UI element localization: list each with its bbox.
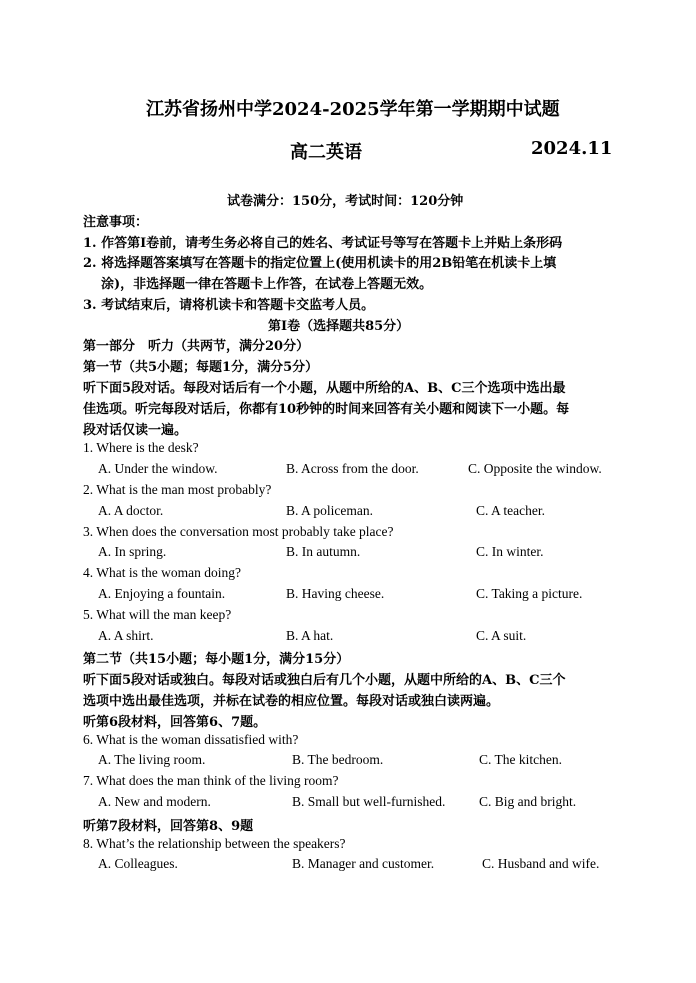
section-heading: 第一节（共5小题；每题1分，满分5分） <box>83 360 319 375</box>
option-a: A. In spring. <box>98 544 167 559</box>
option-c: C. Husband and wife. <box>482 856 600 871</box>
option-b: B. Manager and customer. <box>292 856 435 871</box>
question-stem: 2. What is the man most probably? <box>83 482 272 497</box>
option-b: B. Having cheese. <box>286 586 385 601</box>
notice-item: 2. 将选择题答案填写在答题卡的指定位置上(使用机读卡的用2B铅笔在机读卡上填 <box>83 256 557 271</box>
exam-title: 江苏省扬州中学2024-2025学年第一学期期中试题 <box>146 99 560 120</box>
question-stem: 5. What will the man keep? <box>83 607 232 622</box>
question-stem: 4. What is the woman doing? <box>83 565 241 580</box>
option-a: A. A shirt. <box>98 628 154 643</box>
option-c: C. Taking a picture. <box>476 586 583 601</box>
option-a: A. Colleagues. <box>98 856 178 871</box>
option-a: A. Under the window. <box>98 461 218 476</box>
section-instructions: 听下面5段对话或独白。每段对话或独白后有几个小题，从题中所给的A、B、C三个 <box>83 673 566 688</box>
question-stem: 8. What’s the relationship between the speakers? <box>83 836 346 851</box>
option-c: C. The kitchen. <box>479 752 562 767</box>
notice-heading: 注意事项： <box>83 215 149 230</box>
section-instructions: 段对话仅读一遍。 <box>83 423 188 438</box>
option-b: B. Across from the door. <box>286 461 419 476</box>
question-stem: 3. When does the conversation most probably take place? <box>83 524 394 539</box>
exam-date: 2024.11 <box>531 138 613 159</box>
option-a: A. Enjoying a fountain. <box>98 586 226 601</box>
option-c: C. A suit. <box>476 628 527 643</box>
section-instructions: 听下面5段对话。每段对话后有一个小题，从题中所给的A、B、C三个选项中选出最 <box>83 381 566 396</box>
option-c: C. Big and bright. <box>479 794 577 809</box>
option-b: B. The bedroom. <box>292 752 384 767</box>
notice-item: 涂)，非选择题一律在答题卡上作答，在试卷上答题无效。 <box>101 277 433 292</box>
section-instructions: 佳选项。听完每段对话后，你都有10秒钟的时间来回答有关小题和阅读下一小题。每 <box>83 402 570 417</box>
notice-item: 1. 作答第Ⅰ卷前，请考生务必将自己的姓名、考试证号等写在答题卡上并贴上条形码 <box>83 236 563 251</box>
option-c: C. A teacher. <box>476 503 545 518</box>
option-b: B. In autumn. <box>286 544 361 559</box>
material-heading: 听第7段材料，回答第8、9题 <box>83 819 254 834</box>
option-c: C. Opposite the window. <box>468 461 602 476</box>
exam-info: 试卷满分：150分，考试时间：120分钟 <box>227 194 464 209</box>
notice-item: 3. 考试结束后，请将机读卡和答题卡交监考人员。 <box>83 298 375 313</box>
subject-title: 高二英语 <box>290 142 362 163</box>
option-a: A. The living room. <box>98 752 206 767</box>
part-heading: 第一部分 听力（共两节，满分20分） <box>83 339 310 354</box>
option-a: A. A doctor. <box>98 503 164 518</box>
material-heading: 听第6段材料，回答第6、7题。 <box>83 715 267 730</box>
option-b: B. Small but well-furnished. <box>292 794 446 809</box>
question-stem: 6. What is the woman dissatisfied with? <box>83 732 299 747</box>
option-b: B. A policeman. <box>286 503 373 518</box>
option-a: A. New and modern. <box>98 794 211 809</box>
section-heading: 第二节（共15小题；每小题1分，满分15分） <box>83 652 350 667</box>
question-stem: 7. What does the man think of the living room? <box>83 773 339 788</box>
option-c: C. In winter. <box>476 544 544 559</box>
section-instructions: 选项中选出最佳选项，并标在试卷的相应位置。每段对话或独白读两遍。 <box>83 694 500 709</box>
option-b: B. A hat. <box>286 628 334 643</box>
question-stem: 1. Where is the desk? <box>83 440 199 455</box>
volume-title: 第Ⅰ卷（选择题共85分） <box>268 319 410 334</box>
